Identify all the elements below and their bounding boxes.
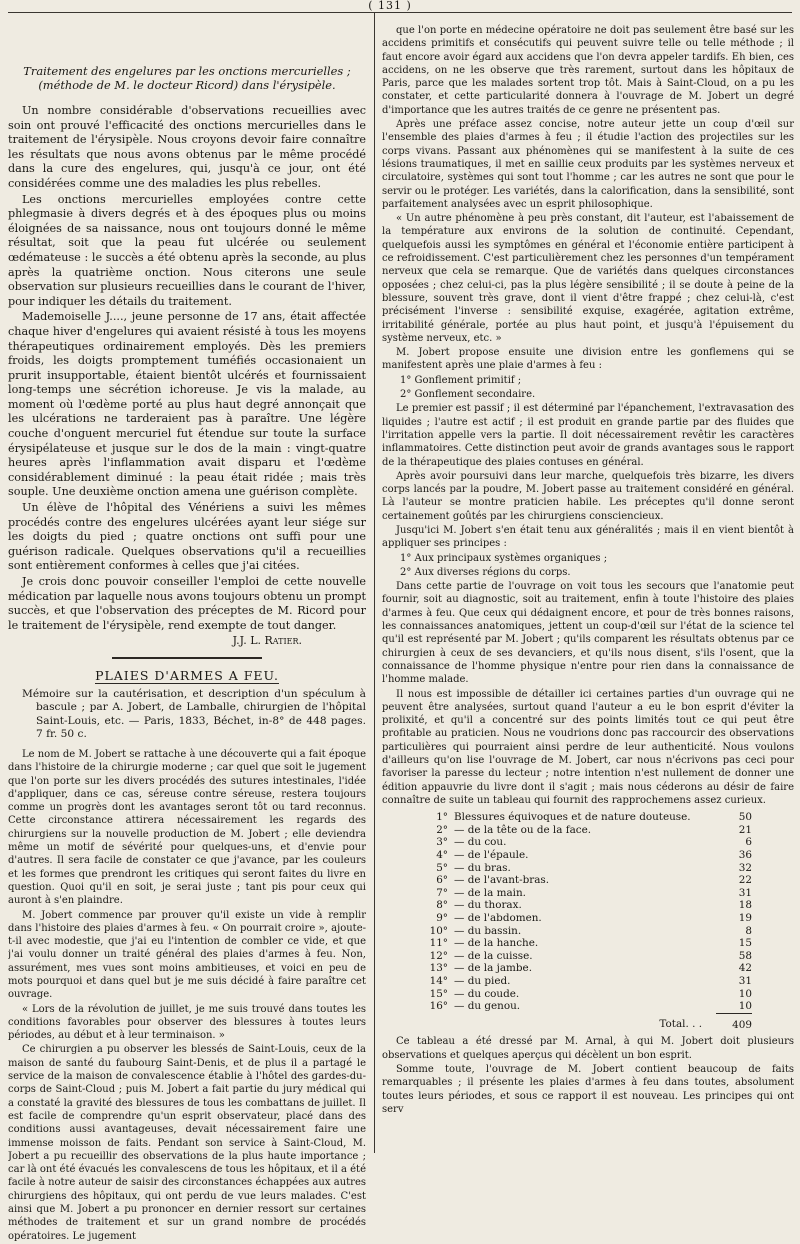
table-total-row: [404, 1013, 752, 1031]
paragraph: Les onctions mercurielles employées contre cette phlegmasie à divers degrés et à des époques plus ou moins éloignées de sa naissance, nous ont toujours donné le même résultat, soit que la peau fut ulcérée ou seulement œdémateuse : le succès a été obtenu après la seconde, au plus après la quatrième onction. Nous citerons une seule observation sur plusieurs recueillies dans le courant de l'hiver, pour indiquer les détails du traitement.: [8, 192, 366, 308]
column-divider: [374, 12, 375, 1153]
table-cell-num: 1°: [436, 811, 448, 824]
table-cell-count: 21: [738, 823, 752, 836]
paragraph: Le premier est passif ; il est déterminé par l'épanchement, l'extravasation des liquides ; l'autre est actif ; il est produit en grande partie par des fluides que l'irritation appelle vers la partie. Il doit nécessairement revêtir les caractères inflammatoires. Cette distinction peut avoir de grands avantages sous le rapport de la thérapeutique des plaies contuses en général.: [382, 403, 794, 468]
paragraph: « Un autre phénomène à peu près constant, dit l'auteur, est l'abaissement de la température aux environs de la solution de continuité. Cependant, quelquefois aussi les symptômes en général et l'économie entière participent à ce refroidissement. C'est particulièrement chez les personnes d'un tempérament nerveux que cela se remarque. Que de variétés dans quelques circonstances opposées ; chez celui-ci, pas la plus légère sensibilité ; il se doute à peine de la blessure, souvent très grave, dont il vient d'être frappé ; chez celui-là, c'est précisément l'inverse : sensibilité exquise, exagérée, agitation extrême, irritabilité générale, portée au plus haut point, et jusqu'à l'épuisement du système nerveux, etc. »: [382, 213, 794, 344]
signature: J.J. L. Ratier.: [232, 634, 302, 648]
table-cell-num: 7°: [436, 886, 448, 899]
enum-item: 1° Gonflement primitif ;: [400, 374, 522, 386]
table-cell-num: 16°: [429, 1000, 448, 1013]
paragraph: M. Jobert propose ensuite une division entre les gonflemens qui se manifestent après une plaie d'armes à feu :: [382, 347, 794, 372]
table-cell-count: 32: [738, 861, 752, 874]
wound-table-body: [404, 811, 752, 1013]
table-row: [404, 912, 752, 925]
table-cell-num: 6°: [436, 874, 448, 887]
table-cell-count: 50: [738, 811, 752, 824]
table-cell-label: — de l'épaule.: [454, 849, 529, 861]
table-cell-count: 19: [738, 911, 752, 924]
paragraph: que l'on porte en médecine opératoire ne doit pas seulement être basé sur les accidens primitifs et consécutifs qui peuvent suivre telle ou telle méthode ; il faut encore avoir égard aux accidens que l'on devra appeler tardifs. Eh bien, ces accidens, on ne les observe que très rarement, surtout dans les hôpitaux de Paris, parce que les malades sortent trop tôt. Mais à Saint-Cloud, on a pu les constater, et cette particularité donnera à l'ouvrage de M. Jobert un degré d'importance que les autres traités de ce genre ne présentent pas.: [382, 25, 794, 116]
table-cell-count: 31: [738, 974, 752, 987]
table-cell-label: — du bassin.: [454, 924, 522, 937]
table-cell-num: 4°: [436, 849, 448, 861]
table-cell-count: 58: [738, 949, 752, 962]
enum-item: 2° Aux diverses régions du corps.: [400, 566, 571, 578]
paragraph: Ce tableau a été dressé par M. Arnal, à qui M. Jobert doit plusieurs observations et quelques aperçus qui décèlent un bon esprit.: [382, 1036, 794, 1061]
section-title-text: PLAIES D'ARMES A FEU.: [95, 667, 279, 683]
table-cell-label: — du coude.: [454, 987, 520, 1000]
article-title: Traitement des engelures par les onctions mercurielles ; (méthode de M. le docteur Ricord) dans l'érysipèle.: [23, 64, 351, 92]
paragraph: Après avoir poursuivi dans leur marche, quelquefois très bizarre, les divers corps lancés par la poudre, M. Jobert passe au traitement considéré en général. Là l'auteur se montre praticien habile. Les préceptes qu'il donne seront certainement goûtés par les chirurgiens consciencieux.: [382, 470, 794, 522]
table-row: [404, 975, 752, 988]
table-cell-count: 10: [738, 987, 752, 1000]
table-cell-label: — de la cuisse.: [454, 949, 533, 962]
table-cell-num: 3°: [436, 836, 448, 849]
paragraph: Je crois donc pouvoir conseiller l'emploi de cette nouvelle médication par laquelle nous avons toujours obtenu un prompt succès, et que l'observation des préceptes de M. Ricord pour le traitement de l'érysipèle, rend exempte de tout danger.: [8, 575, 366, 632]
table-cell-count: 6: [745, 836, 752, 849]
table-cell-count: 42: [738, 962, 752, 975]
section-title: [8, 669, 366, 684]
paragraph: Il nous est impossible de détailler ici certaines parties d'un ouvrage qui ne peuvent être analysées, surtout quand l'auteur a eu le bon esprit d'éviter la prolixité, et qu'il a concentré sur des points limités tout ce qui peut être profitable au praticien. Nous ne voudrions donc pas raccourcir des observations particulières qui pourraient ainsi perdre de leur authenticité. Nous voulons d'ailleurs qu'on lise l'ouvrage de M. Jobert, car nous n'écrivons pas ceci pour favoriser la paresse du lecteur ; notre intention n'est nullement de donner une édition appauvrie du livre dont il s'agit ; mais nous céderons au désir de faire connaître de suite un tableau qui fournit des rapprochemens assez curieux.: [382, 688, 794, 806]
table-cell-label: — de la jambe.: [454, 962, 532, 975]
review-paragraph: « Lors de la révolution de juillet, je me suis trouvé dans toutes les conditions favorables pour observer des blessures à toutes leurs périodes, au début et à leur terminaison. »: [8, 1003, 366, 1042]
enum-item: 1° Aux principaux systèmes organiques ;: [400, 552, 608, 564]
paragraph: Somme toute, l'ouvrage de M. Jobert contient beaucoup de faits remarquables ; il présente les plaies d'armes à feu dans toutes, absolument toutes leurs périodes, et sous ce rapport il est nouveau. Les principes qui ont serv: [382, 1063, 794, 1115]
wound-statistics-table: [404, 811, 752, 1031]
paragraph: Un nombre considérable d'observations recueillies avec soin ont prouvé l'efficacité des onctions mercurielles dans le traitement de l'érysipèle. Nous croyons devoir faire connaître les résultats que nous avons obtenus par le même procédé dans la cure des engelures, qui, jusqu'à ce jour, ont été considérées comme une des maladies les plus rebelles.: [8, 104, 366, 190]
table-row: [404, 874, 752, 887]
table-cell-label: — du bras.: [454, 861, 511, 874]
table-cell-count: 8: [745, 924, 752, 937]
table-cell-label: — du pied.: [454, 974, 511, 987]
table-cell-label: — du cou.: [454, 836, 507, 849]
review-paragraph: Ce chirurgien a pu observer les blessés de Saint-Louis, ceux de la maison de santé du faubourg Saint-Denis, et de plus il a partagé le service de la maison de convalescence établie à l'hôtel des gardes-du-corps de Saint-Cloud ; puis M. Jobert a fait partie du jury médical qui a constaté la gravité des blessures de tous les combattans de juillet. Il est facile de comprendre qu'un esprit observateur, placé dans des conditions aussi avantageuses, devait nécessairement faire une immense moisson de faits. Pendant son service à Saint-Cloud, M. Jobert a pu recueillir des observations de la plus haute importance ; car là ont été évacués les convalescens de tous les hôpitaux, et il a été facile à notre auteur de saisir des circonstances échappées aux autres chirurgiens des hôpitaux, qui ont perdu de vue leurs malades. C'est ainsi que M. Jobert a pu prononcer en dernier ressort sur certaines méthodes de traitement et sur un grand nombre de procédés opératoires. Le jugement: [8, 1044, 366, 1242]
table-row: [404, 988, 752, 1001]
table-row: [404, 836, 752, 849]
table-row: [404, 950, 752, 963]
table-cell-num: 11°: [429, 937, 448, 950]
review-paragraph: Le nom de M. Jobert se rattache à une découverte qui a fait époque dans l'histoire de la chirurgie moderne ; car quel que soit le jugement que l'on porte sur les divers procédés des sutures intestinales, l'idée d'appliquer, dans ce cas, séreuse contre séreuse, restera toujours comme un progrès dont les avantages seront tôt ou tard reconnus. Cette circonstance attirera nécessairement les regards des chirurgiens sur la nouvelle production de M. Jobert ; elle deviendra même un motif de sévérité pour quelques-uns, et d'envie pour d'autres. Il sera facile de constater ce que j'avance, par les couleurs et les formes que prendront les critiques qui seront faites du livre en question. Quoi qu'il en soit, je serai juste ; tant pis pour ceux qui auront à s'en plaindre.: [8, 748, 366, 907]
enum-item: 2° Gonflement secondaire.: [400, 389, 536, 401]
table-cell-count: 18: [738, 899, 752, 912]
table-cell-count: 22: [738, 874, 752, 887]
table-cell-count: 31: [738, 886, 752, 899]
section-separator: [112, 657, 262, 659]
table-cell-label: — de la hanche.: [454, 937, 539, 950]
paragraph: Dans cette partie de l'ouvrage on voit tous les secours que l'anatomie peut fournir, soit au diagnostic, soit au traitement, enfin à toute l'histoire des plaies d'armes à feu. Que ceux qui dédaignent encore, et pour de très bonnes raisons, les connaissances anatomiques, jettent un coup-d'œil sur l'état de la science tel qu'il est représenté par M. Jobert ; qu'ils comparent les résultats obtenus par ce chirurgien à ceux de ses devanciers, et qu'ils nous disent, s'ils l'osent, que la connaissance de l'homme physique n'entre pour rien dans la connaissance de l'homme malade.: [382, 581, 794, 686]
table-cell-label: — de l'abdomen.: [454, 911, 542, 924]
left-column: [8, 0, 366, 1244]
table-row: [404, 811, 752, 824]
table-row: [404, 887, 752, 900]
table-cell-num: 14°: [429, 974, 448, 987]
table-cell-num: 8°: [436, 899, 448, 912]
table-cell-num: 5°: [436, 861, 448, 874]
table-cell-label: Blessures équivoques et de nature douteuse.: [454, 811, 691, 824]
book-reference: Mémoire sur la cautérisation, et description d'un spéculum à bascule ; par A. Jobert, de Lamballe, chirurgien de l'hôpital Saint-Louis, etc. — Paris, 1833, Béchet, in-8° de 448 pages. 7 fr. 50 c.: [22, 687, 366, 741]
table-cell-num: 2°: [436, 823, 448, 836]
paragraph: Jusqu'ici M. Jobert s'en était tenu aux généralités ; mais il en vient bientôt à appliquer ses principes :: [382, 524, 794, 550]
table-cell-label: — de la main.: [454, 886, 526, 899]
table-row: [404, 1000, 752, 1013]
table-row: [404, 824, 752, 837]
table-cell-num: 9°: [436, 911, 448, 924]
table-total-label: Total. . .: [659, 1018, 702, 1031]
table-cell-count: 10: [738, 1000, 752, 1013]
table-row: [404, 962, 752, 975]
paragraph: Après une préface assez concise, notre auteur jette un coup d'œil sur l'ensemble des plaies d'armes à feu ; il étudie l'action des projectiles sur les corps vivans. Passant aux phénomènes qui se manifestent à la suite de ces lésions traumatiques, il met en saillie ceux produits par les systèmes nerveux et circulatoire, systèmes qui sont tout l'homme ; car les autres ne sont que pour le servir ou le protéger. Les variétés, dans la calorification, dans la sensibilité, sont parfaitement analysées avec un esprit philosophique.: [382, 119, 794, 210]
table-cell-count: 15: [738, 937, 752, 950]
table-cell-num: 12°: [429, 949, 448, 962]
table-total-value: 409: [716, 1013, 752, 1031]
table-cell-label: — du genou.: [454, 1000, 521, 1013]
review-paragraph: M. Jobert commence par prouver qu'il existe un vide à remplir dans l'histoire des plaies d'armes à feu. « On pourrait croire », ajoute-t-il avec modestie, que j'ai eu l'intention de combler ce vide, et que j'ai voulu donner un traité général des plaies d'armes à feu. Non, assurément, mes vues sont moins ambitieuses, et voici en peu de mots pourquoi et dans quel but je me suis décidé à faire paraître cet ouvrage.: [8, 909, 366, 1001]
table-cell-label: — de l'avant-bras.: [454, 874, 550, 887]
table-cell-num: 10°: [429, 924, 448, 937]
table-cell-label: — de la tête ou de la face.: [454, 823, 592, 836]
table-row: [404, 862, 752, 875]
table-row: [404, 899, 752, 912]
table-row: [404, 849, 752, 862]
table-row: [404, 937, 752, 950]
table-cell-count: 36: [738, 849, 752, 861]
table-cell-label: — du thorax.: [454, 899, 522, 912]
page-number: ( 131 ): [368, 0, 412, 12]
paragraph: Mademoiselle J...., jeune personne de 17 ans, était affectée chaque hiver d'engelures qui avaient résisté à tous les moyens thérapeutiques ordinairement employés. Dès les premiers froids, les doigts promptement tuméfiés occasionaient un prurit insupportable, étaient bientôt ulcérés et fournissaient long-temps une sécrétion ichoreuse. Je vis la malade, au moment où l'œdème porté au plus haut degré annonçait que les ulcérations ne tarderaient pas à paraître. Une légère couche d'onguent mercuriel fut étendue sur toute la surface érysipélateuse et jusque sur le dos de la main : vingt-quatre heures après l'inflammation avait disparu et l'œdème considérablement diminué : la peau était ridée ; mais très souple. Une deuxième onction amena une guérison complète.: [8, 310, 366, 499]
table-cell-num: 15°: [429, 987, 448, 1000]
table-cell-num: 13°: [429, 962, 448, 975]
paragraph: Un élève de l'hôpital des Vénériens a suivi les mêmes procédés contre des engelures ulcérées ayant leur siége sur les doigts du pied ; quatre onctions ont suffi pour une guérison radicale. Quelques observations qu'il a recueillies sont entièrement conformes à celles que j'ai citées.: [8, 501, 366, 573]
table-row: [404, 925, 752, 938]
right-column: [382, 0, 794, 1117]
